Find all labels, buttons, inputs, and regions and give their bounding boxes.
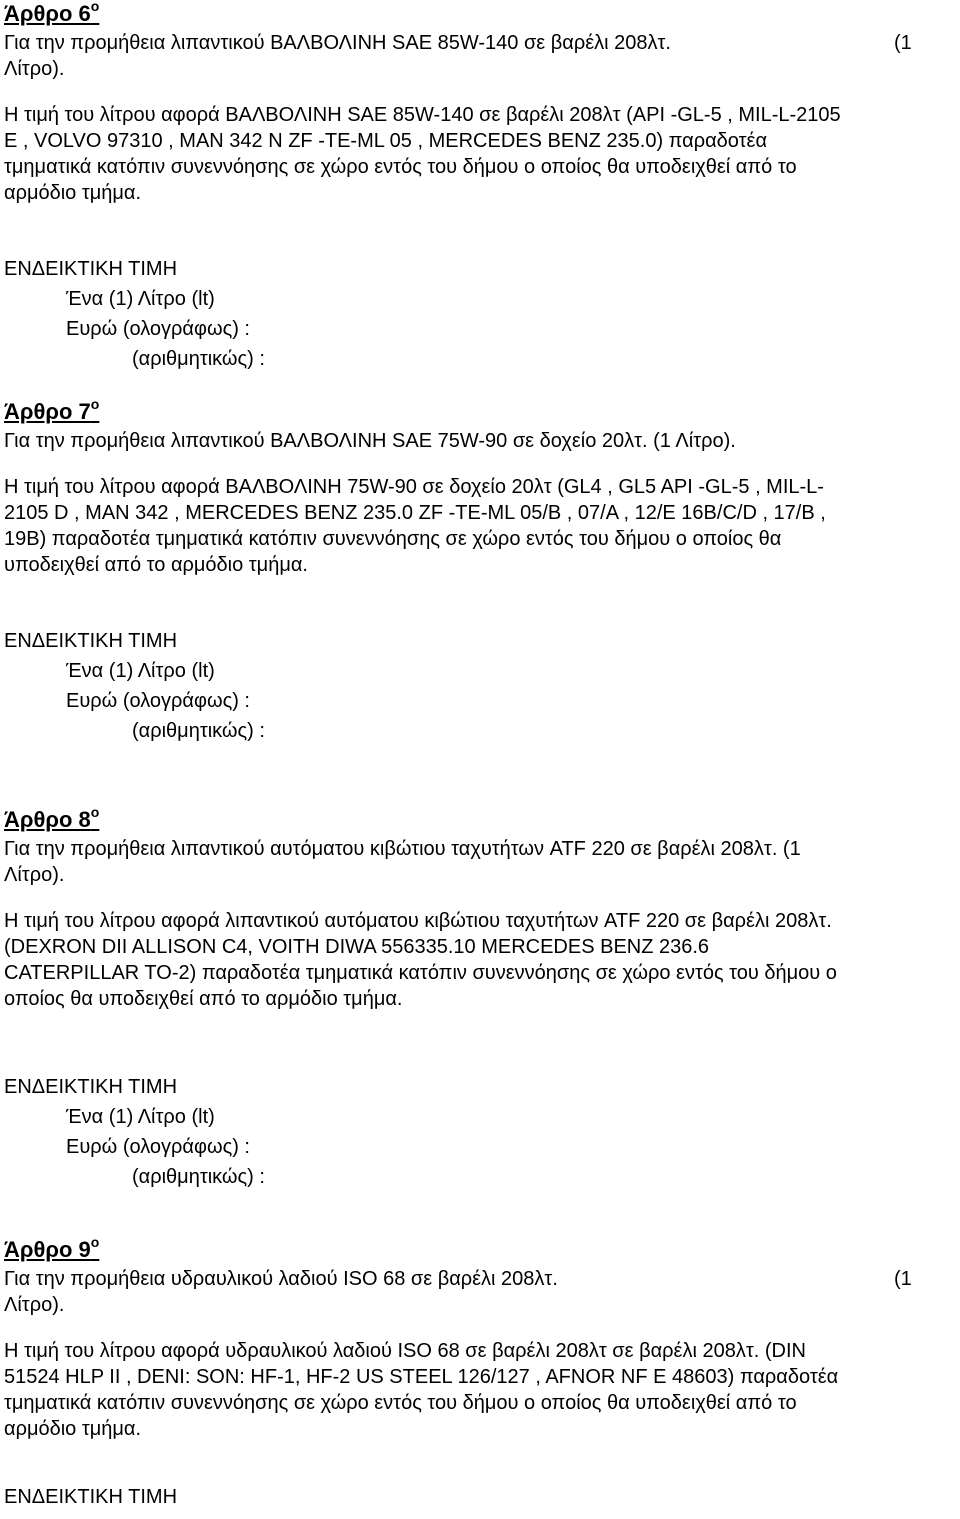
price-words-line <box>4 686 954 716</box>
price-numbers-line <box>4 716 954 746</box>
supply-unit-close: Λίτρο). <box>4 1294 65 1316</box>
supply-unit-close: Λίτρο). <box>4 58 65 80</box>
description <box>4 908 954 1012</box>
description-line: αρμόδιο τμήμα. <box>4 182 142 204</box>
supply-line <box>4 428 954 454</box>
article-7 <box>4 395 954 746</box>
price-title: ΕΝΔΕΙΚΤΙΚΗ ΤΙΜΗ <box>4 1076 178 1098</box>
description-line: E , VOLVO 97310 , MAN 342 N ZF -TE-ML 05 , MERCEDES BENZ 235.0) παραδοτέα <box>4 130 768 152</box>
supply-unit-open: (1 <box>894 1268 912 1290</box>
supply-text: Για την προμήθεια λιπαντικού αυτόματου κιβώτιου ταχυτήτων ATF 220 σε βαρέλι 208λτ. (1 <box>4 838 801 860</box>
indicative-price <box>4 628 954 746</box>
article-6 <box>4 0 954 374</box>
supply-text: Για την προμήθεια λιπαντικού ΒΑΛΒΟΛΙΝΗ SAE 85W-140 σε βαρέλι 208λτ. <box>4 32 671 54</box>
supply-line <box>4 836 954 888</box>
price-in-numbers-label: (αριθμητικώς) : <box>132 348 265 370</box>
description-line: CATERPILLAR TO-2) παραδοτέα τμηματικά κατόπιν συνεννόησης σε χώρο εντός του δήμου ο <box>4 962 837 984</box>
description-line: υποδειχθεί από το αρμόδιο τμήμα. <box>4 554 308 576</box>
article-heading: Άρθρο $6^o$ <box>4 0 100 26</box>
supply-text: Για την προμήθεια λιπαντικού ΒΑΛΒΟΛΙΝΗ SAE 75W-90 σε δοχείο 20λτ. (1 Λίτρο). <box>4 430 736 452</box>
article-heading: Άρθρο $8^o$ <box>4 803 100 832</box>
description <box>4 474 954 578</box>
description-line: 19B) παραδοτέα τμηματικά κατόπιν συνεννόησης σε χώρο εντός του δήμου ο οποίος θα <box>4 528 782 550</box>
price-unit: Ένα (1) Λίτρο (lt) <box>66 288 215 310</box>
article-8 <box>4 803 954 1192</box>
description-line: Η τιμή του λίτρου αφορά ΒΑΛΒΟΛΙΝΗ SAE 85W-140 σε βαρέλι 208λτ (API -GL-5 , MIL-L-2105 <box>4 104 841 126</box>
price-unit: Ένα (1) Λίτρο (lt) <box>66 660 215 682</box>
price-in-numbers-label: (αριθμητικώς) : <box>132 1166 265 1188</box>
price-words-line <box>4 1132 954 1162</box>
supply-unit-open: (1 <box>894 32 912 54</box>
description-line: οποίος θα υποδειχθεί από το αρμόδιο τμήμα. <box>4 988 403 1010</box>
price-words-line <box>4 314 954 344</box>
description-line: Η τιμή του λίτρου αφορά υδραυλικού λαδιού ISO 68 σε βαρέλι 208λτ σε βαρέλι 208λτ. (DIN <box>4 1340 806 1362</box>
price-in-words-label: Ευρώ (ολογράφως) : <box>66 690 250 712</box>
article-heading: Άρθρο $7^o$ <box>4 395 100 424</box>
supply-text: Για την προμήθεια υδραυλικού λαδιού ISO 68 σε βαρέλι 208λτ. <box>4 1268 558 1290</box>
price-numbers-line <box>4 1162 954 1192</box>
description-line: τμηματικά κατόπιν συνεννόησης σε χώρο εντός του δήμου ο οποίος θα υποδειχθεί από το <box>4 156 797 178</box>
description-line: Η τιμή του λίτρου αφορά λιπαντικού αυτόματου κιβώτιου ταχυτήτων ATF 220 σε βαρέλι 208λτ. <box>4 910 832 932</box>
indicative-price <box>4 1484 954 1512</box>
price-unit-line <box>4 656 954 686</box>
description-line: 51524 HLP II , DENI: SON: HF-1, HF-2 US STEEL 126/127 , AFNOR NF E 48603) παραδοτέα <box>4 1366 839 1388</box>
article-heading: Άρθρο $9^o$ <box>4 1233 100 1262</box>
description-line: τμηματικά κατόπιν συνεννόησης σε χώρο εντός του δήμου ο οποίος θα υποδειχθεί από το <box>4 1392 797 1414</box>
price-unit-line <box>4 1102 954 1132</box>
article-9 <box>4 1233 954 1512</box>
price-unit: Ένα (1) Λίτρο (lt) <box>66 1106 215 1128</box>
description-line: Η τιμή του λίτρου αφορά ΒΑΛΒΟΛΙΝΗ 75W-90 σε δοχείο 20λτ (GL4 , GL5 API -GL-5 , MIL-L- <box>4 476 824 498</box>
price-numbers-line <box>4 344 954 374</box>
description-line: αρμόδιο τμήμα. <box>4 1418 142 1440</box>
price-title: ΕΝΔΕΙΚΤΙΚΗ ΤΙΜΗ <box>4 258 178 280</box>
price-unit-line <box>4 284 954 314</box>
description <box>4 1338 954 1442</box>
price-title: ΕΝΔΕΙΚΤΙΚΗ ΤΙΜΗ <box>4 1486 178 1508</box>
supply-line <box>4 1266 954 1318</box>
price-in-numbers-label: (αριθμητικώς) : <box>132 720 265 742</box>
supply-line <box>4 30 954 82</box>
description <box>4 102 954 206</box>
indicative-price <box>4 1074 954 1192</box>
supply-unit-close: Λίτρο). <box>4 864 65 886</box>
price-in-words-label: Ευρώ (ολογράφως) : <box>66 1136 250 1158</box>
indicative-price <box>4 256 954 374</box>
description-line: 2105 D , MAN 342 , MERCEDES BENZ 235.0 ZF -TE-ML 05/B , 07/A , 12/E 16B/C/D , 17/B , <box>4 502 826 524</box>
description-line: (DEXRON DII ALLISON C4, VOITH DIWA 556335.10 MERCEDES BENZ 236.6 <box>4 936 710 958</box>
price-in-words-label: Ευρώ (ολογράφως) : <box>66 318 250 340</box>
price-title: ΕΝΔΕΙΚΤΙΚΗ ΤΙΜΗ <box>4 630 178 652</box>
